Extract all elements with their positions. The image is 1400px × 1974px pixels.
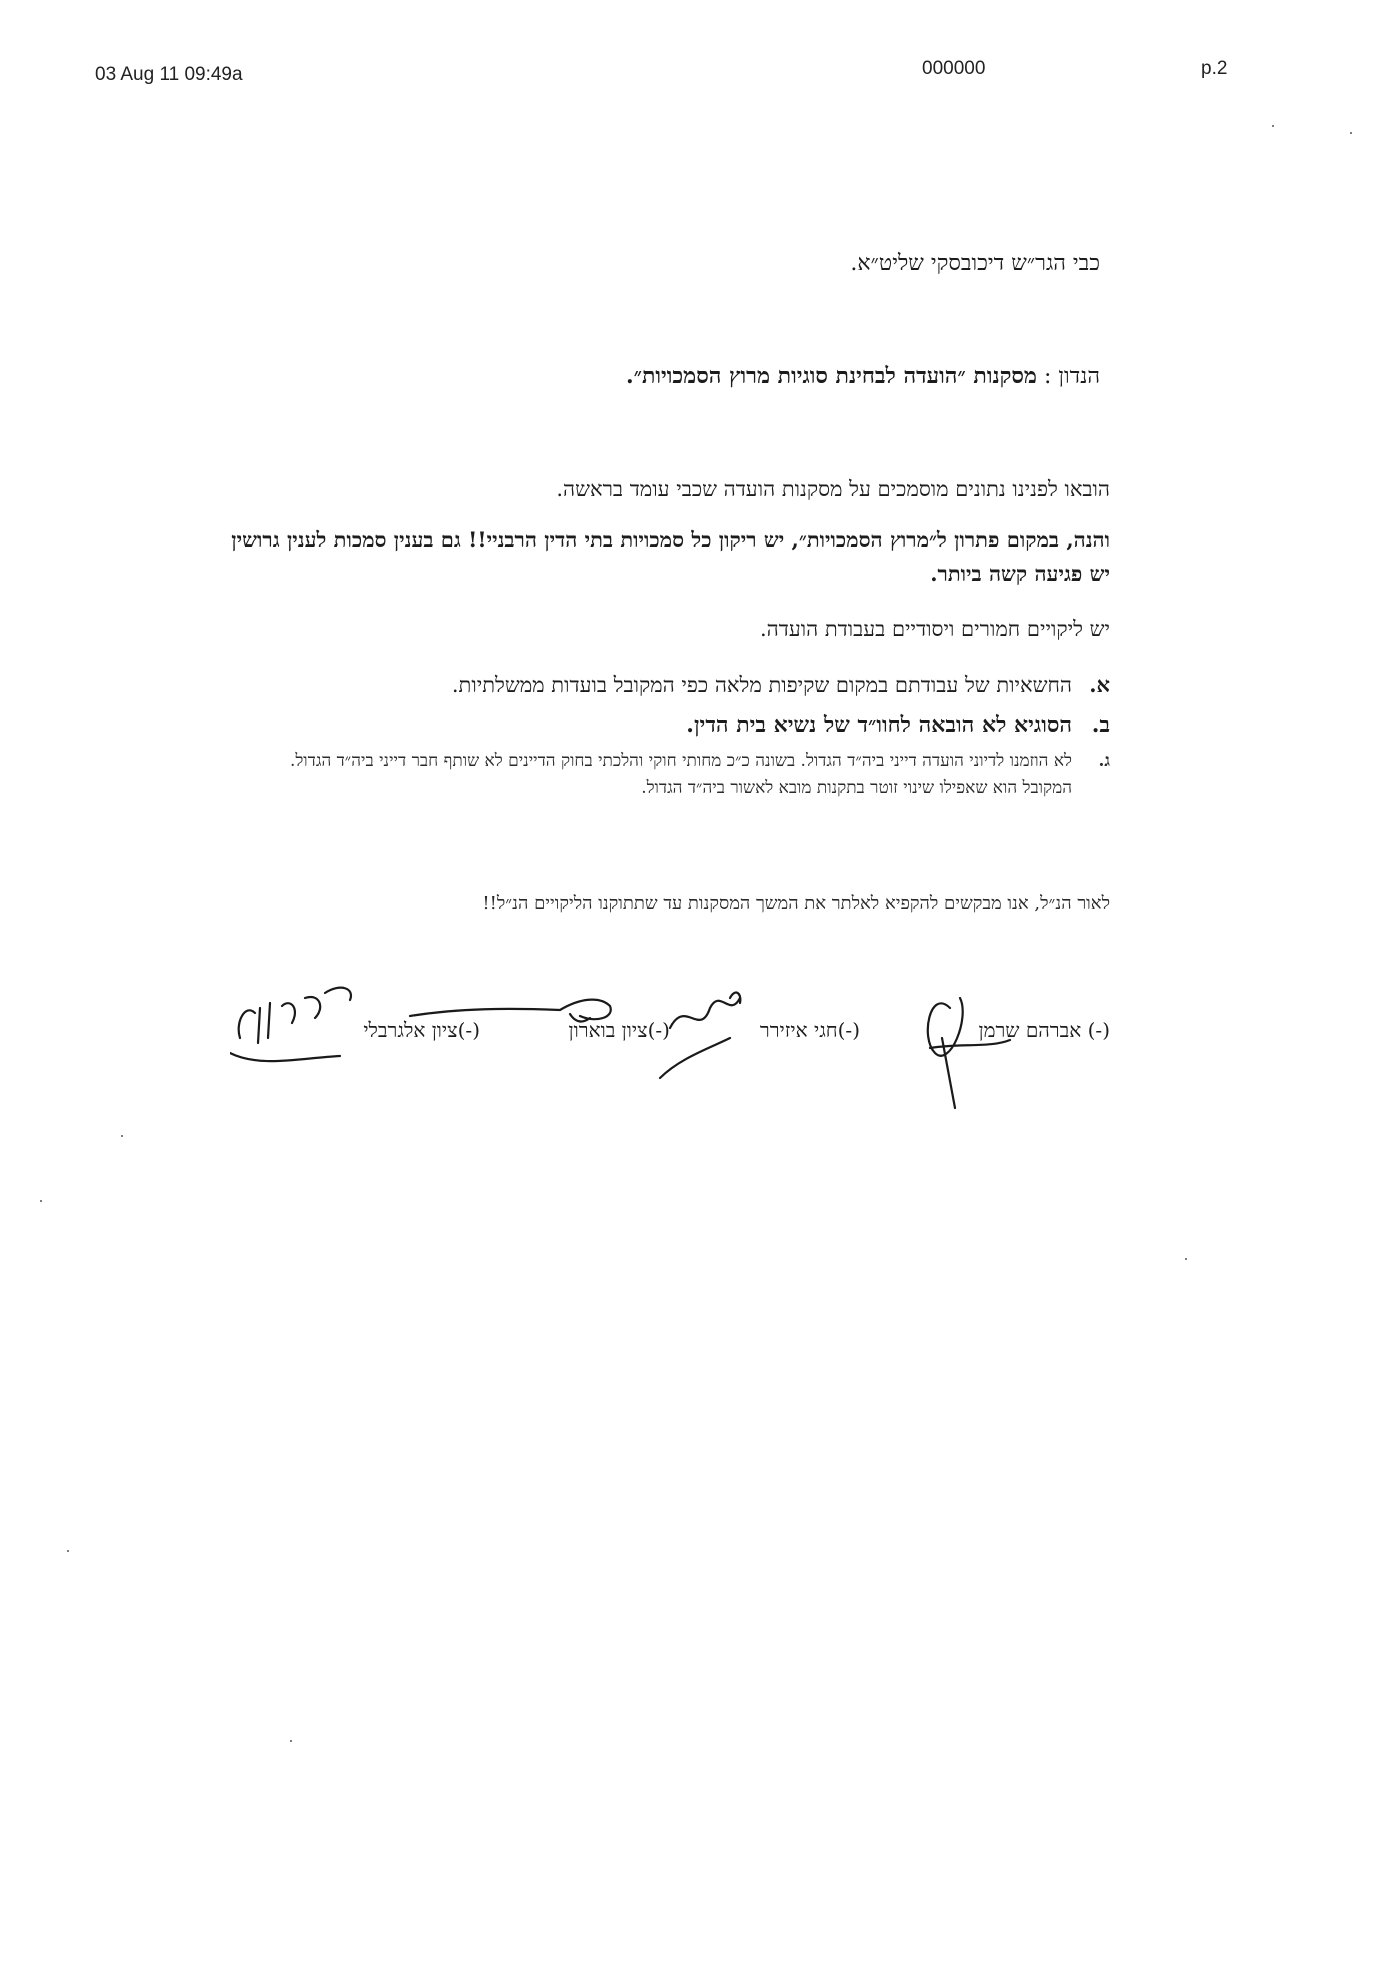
fax-date: 03 Aug 11 09:49a xyxy=(95,64,243,85)
flaws-list xyxy=(260,668,1110,808)
fax-page-number: p.2 xyxy=(1201,58,1228,79)
signer-name: (-)ציון אלגרבלי xyxy=(363,1018,480,1042)
scan-speck xyxy=(290,1740,292,1742)
scan-speck xyxy=(67,1550,69,1552)
list-item-text: הסוגיא לא הובאה לחוו״ד של נשיא בית הדין. xyxy=(686,712,1072,738)
list-item xyxy=(312,668,1110,702)
scan-speck xyxy=(1185,1258,1187,1260)
list-marker: א. xyxy=(1089,672,1110,697)
scan-speck xyxy=(1350,132,1352,134)
scan-speck xyxy=(40,1200,42,1202)
signature-block xyxy=(230,978,1110,1118)
list-marker: ג. xyxy=(1098,751,1110,771)
subject-title: מסקנות ״הועדה לבחינת סוגיות מרוץ הסמכויות״. xyxy=(625,363,1037,389)
letter-subject xyxy=(626,363,1100,389)
paragraph-intro: הובאו לפנינו נתונים מוסמכים על מסקנות הועדה שכבי עומד בראשה. xyxy=(556,477,1110,501)
letter-recipient: כבי הגר״ש דיכובסקי שליט״א. xyxy=(850,251,1100,276)
handwritten-signatures xyxy=(230,978,1110,1118)
signer-name: (-) אברהם שרמן xyxy=(978,1018,1110,1042)
list-item-text: החשאיות של עבודתם במקום שקיפות מלאה כפי המקובל בועדות ממשלתיות. xyxy=(451,673,1072,697)
scan-speck xyxy=(1272,125,1274,127)
list-item xyxy=(260,708,1110,742)
scan-speck xyxy=(121,1135,123,1137)
closing-paragraph: לאור הנ״ל, אנו מבקשים להקפיא לאלתר את המשך המסקנות עד שתתוקנו הליקויים הנ״ל!! xyxy=(482,893,1110,914)
paragraph-flaws: יש ליקויים חמורים ויסודיים בעבודת הועדה. xyxy=(760,617,1110,641)
list-marker: ב. xyxy=(1091,712,1110,738)
fax-number: 000000 xyxy=(922,58,986,79)
list-item xyxy=(260,748,1110,802)
paragraph-main: והנה, במקום פתרון ל״מרוץ הסמכויות״, יש ריקון כל סמכויות בתי הדין הרבניי!! גם בענין סמכות לענין גרושין יש פגיעה קשה ביותר. xyxy=(231,527,1110,586)
signer-name: (-)חגי איזירר xyxy=(759,1018,860,1042)
subject-prefix: הנדון : xyxy=(1043,364,1100,389)
signer-name: (-)ציון בוארון xyxy=(568,1018,670,1042)
list-item-text: לא הוזמנו לדיוני הועדה דייני ביה״ד הגדול. בשונה כ״כ מחותי חוקי והלכתי בחוק הדיינים לא שותף חבר דייני ביה״ד הגדול. המקובל הוא שאפילו שינוי זוטר בתקנות מובא לאשור ביה״ד הגדול. xyxy=(289,751,1072,798)
fax-header xyxy=(0,58,1400,88)
